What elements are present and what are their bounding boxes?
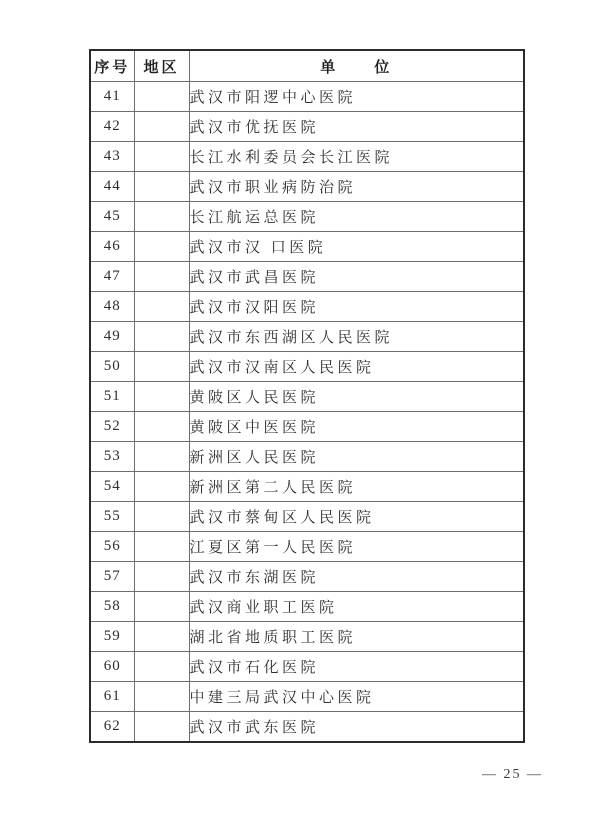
page-number: — 25 — (482, 767, 543, 782)
serial-number-cell: 57 (90, 562, 134, 592)
region-cell (134, 382, 189, 412)
table-row (90, 442, 524, 472)
serial-number-cell: 50 (90, 352, 134, 382)
table-row (90, 112, 524, 142)
serial-number-cell: 48 (90, 292, 134, 322)
table-body (90, 82, 524, 743)
region-cell (134, 172, 189, 202)
table-row (90, 502, 524, 532)
serial-number-cell: 45 (90, 202, 134, 232)
table-row (90, 412, 524, 442)
hospital-table (89, 49, 525, 743)
unit-name-cell: 武汉市职业病防治院 (189, 172, 524, 202)
unit-name-cell: 长江水利委员会长江医院 (189, 142, 524, 172)
serial-number-cell: 53 (90, 442, 134, 472)
region-cell (134, 352, 189, 382)
serial-number-cell: 58 (90, 592, 134, 622)
region-cell (134, 232, 189, 262)
unit-name-cell: 新洲区第二人民医院 (189, 472, 524, 502)
table-row (90, 172, 524, 202)
table-row (90, 142, 524, 172)
region-cell (134, 82, 189, 112)
unit-name-cell: 武汉市石化医院 (189, 652, 524, 682)
serial-number-cell: 42 (90, 112, 134, 142)
serial-number-cell: 61 (90, 682, 134, 712)
unit-name-cell: 武汉市汉 口医院 (189, 232, 524, 262)
unit-name-cell: 黄陂区人民医院 (189, 382, 524, 412)
serial-number-cell: 59 (90, 622, 134, 652)
region-cell (134, 202, 189, 232)
table-row (90, 352, 524, 382)
unit-name-cell: 武汉市优抚医院 (189, 112, 524, 142)
region-cell (134, 112, 189, 142)
serial-number-cell: 43 (90, 142, 134, 172)
serial-number-cell: 44 (90, 172, 134, 202)
region-cell (134, 142, 189, 172)
header-region: 地区 (134, 50, 189, 82)
region-cell (134, 592, 189, 622)
region-cell (134, 652, 189, 682)
unit-name-cell: 武汉市汉阳医院 (189, 292, 524, 322)
region-cell (134, 712, 189, 743)
unit-name-cell: 武汉市蔡甸区人民医院 (189, 502, 524, 532)
table-row (90, 292, 524, 322)
serial-number-cell: 47 (90, 262, 134, 292)
header-serial-number: 序号 (90, 50, 134, 82)
table-row (90, 592, 524, 622)
table-row (90, 712, 524, 743)
table-row (90, 382, 524, 412)
serial-number-cell: 56 (90, 532, 134, 562)
serial-number-cell: 46 (90, 232, 134, 262)
serial-number-cell: 49 (90, 322, 134, 352)
table-row (90, 82, 524, 112)
table-row (90, 202, 524, 232)
table-row (90, 532, 524, 562)
unit-name-cell: 武汉市东湖医院 (189, 562, 524, 592)
unit-name-cell: 黄陂区中医医院 (189, 412, 524, 442)
serial-number-cell: 62 (90, 712, 134, 743)
region-cell (134, 292, 189, 322)
unit-name-cell: 江夏区第一人民医院 (189, 532, 524, 562)
region-cell (134, 472, 189, 502)
region-cell (134, 322, 189, 352)
table-header-row (90, 50, 524, 82)
unit-name-cell: 武汉市阳逻中心医院 (189, 82, 524, 112)
table-row (90, 322, 524, 352)
region-cell (134, 562, 189, 592)
unit-name-cell: 武汉市汉南区人民医院 (189, 352, 524, 382)
table-row (90, 262, 524, 292)
table-row (90, 232, 524, 262)
serial-number-cell: 60 (90, 652, 134, 682)
unit-name-cell: 武汉市武昌医院 (189, 262, 524, 292)
unit-name-cell: 长江航运总医院 (189, 202, 524, 232)
region-cell (134, 682, 189, 712)
serial-number-cell: 52 (90, 412, 134, 442)
serial-number-cell: 54 (90, 472, 134, 502)
unit-name-cell: 武汉市武东医院 (189, 712, 524, 743)
table-row (90, 472, 524, 502)
table-row (90, 622, 524, 652)
unit-name-cell: 湖北省地质职工医院 (189, 622, 524, 652)
table-row (90, 652, 524, 682)
region-cell (134, 262, 189, 292)
serial-number-cell: 55 (90, 502, 134, 532)
unit-name-cell: 中建三局武汉中心医院 (189, 682, 524, 712)
unit-name-cell: 新洲区人民医院 (189, 442, 524, 472)
unit-name-cell: 武汉商业职工医院 (189, 592, 524, 622)
table-row (90, 562, 524, 592)
serial-number-cell: 51 (90, 382, 134, 412)
region-cell (134, 412, 189, 442)
header-unit: 单 位 (189, 50, 524, 82)
region-cell (134, 532, 189, 562)
serial-number-cell: 41 (90, 82, 134, 112)
table-row (90, 682, 524, 712)
region-cell (134, 622, 189, 652)
region-cell (134, 502, 189, 532)
region-cell (134, 442, 189, 472)
unit-name-cell: 武汉市东西湖区人民医院 (189, 322, 524, 352)
